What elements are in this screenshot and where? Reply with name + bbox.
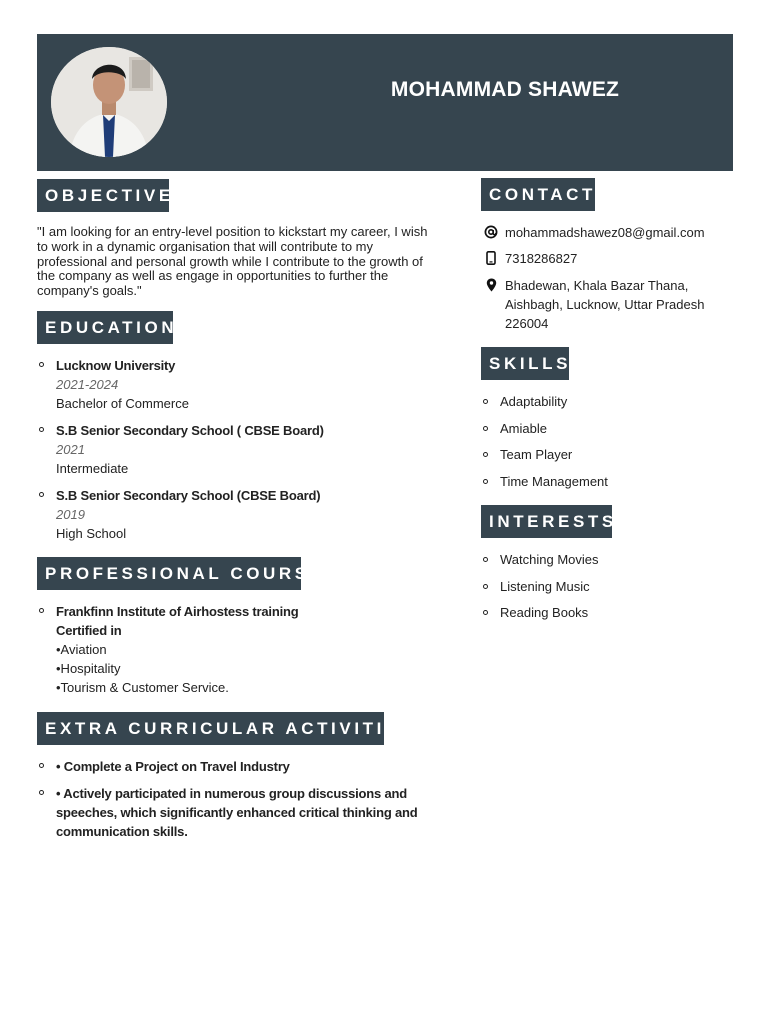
bullet-circle-icon xyxy=(39,492,44,497)
contact-address xyxy=(484,276,734,333)
list-item xyxy=(37,784,457,841)
objective-line: "I am looking for an entry-level position to kickstart my career, I wish xyxy=(37,224,428,239)
bullet-circle-icon xyxy=(39,608,44,613)
header-banner xyxy=(37,34,733,171)
course-subject: •Hospitality xyxy=(56,661,121,676)
education-years: 2021 xyxy=(56,442,85,457)
profile-photo xyxy=(51,47,167,157)
school-name: Lucknow University xyxy=(56,358,176,373)
bullet-circle-icon xyxy=(483,479,488,484)
skill-text: Adaptability xyxy=(500,394,568,409)
interest-text: Listening Music xyxy=(500,578,590,594)
extra-curricular-heading: EXTRA CURRICULAR ACTIVITIES xyxy=(37,712,384,745)
extra-curricular-list xyxy=(37,757,457,841)
objective-line: the company as well as engage in opportunities to further the xyxy=(37,268,389,284)
phone-icon xyxy=(484,251,498,267)
list-item xyxy=(37,356,457,421)
list-item xyxy=(37,486,457,551)
education-degree: High School xyxy=(56,526,127,541)
objective-heading: OBJECTIVE xyxy=(37,179,169,212)
list-item xyxy=(37,602,457,697)
at-icon xyxy=(484,225,498,241)
list-item xyxy=(481,605,731,632)
education-degree: Intermediate xyxy=(56,461,129,476)
interests-heading: INTERESTS xyxy=(481,505,612,538)
email-text: mohammadshawez08@gmail.com xyxy=(505,225,705,240)
location-pin-icon xyxy=(484,278,498,294)
list-item xyxy=(481,394,731,421)
bullet-circle-icon xyxy=(483,584,488,589)
contact-email[interactable] xyxy=(484,223,734,242)
activity-text: • Complete a Project on Travel Industry xyxy=(56,759,290,774)
course-certified-label: Certified in xyxy=(56,623,122,638)
skills-list xyxy=(481,394,731,500)
list-item xyxy=(481,447,731,474)
interest-text: Reading Books xyxy=(500,605,589,620)
address-line: Bhadewan, Khala Bazar Thana, xyxy=(505,278,689,293)
bullet-circle-icon xyxy=(39,362,44,367)
education-list xyxy=(37,356,457,551)
list-item xyxy=(481,552,731,579)
candidate-name: MOHAMMAD SHAWEZ xyxy=(390,78,620,101)
skills-heading: SKILLS xyxy=(481,347,569,380)
objective-line: company's goals." xyxy=(37,283,142,299)
address-line: 226004 xyxy=(505,316,549,331)
list-item xyxy=(481,421,731,448)
list-item xyxy=(37,421,457,486)
address-line: Aishbagh, Lucknow, Uttar Pradesh xyxy=(505,297,705,312)
objective-line: professional and personal growth while I contribute to the growth of xyxy=(37,253,423,269)
bullet-circle-icon xyxy=(483,557,488,562)
school-name: S.B Senior Secondary School (CBSE Board) xyxy=(56,488,321,503)
activity-text-line: • Actively participated in numerous group discussions and xyxy=(56,786,407,801)
list-item xyxy=(481,579,731,606)
skill-text: Team Player xyxy=(500,447,573,462)
bullet-circle-icon xyxy=(39,790,44,795)
education-years: 2019 xyxy=(56,507,85,522)
skill-text: Time Management xyxy=(500,473,608,489)
school-name: S.B Senior Secondary School ( CBSE Board) xyxy=(56,423,324,438)
course-subject: •Tourism & Customer Service. xyxy=(56,680,229,695)
bullet-circle-icon xyxy=(483,452,488,457)
education-years: 2021-2024 xyxy=(56,377,119,392)
activity-text-line: speeches, which significantly enhanced critical thinking and xyxy=(56,805,418,820)
objective-text xyxy=(37,225,457,299)
education-heading: EDUCATION xyxy=(37,311,173,344)
interests-list xyxy=(481,552,731,632)
bullet-circle-icon xyxy=(39,427,44,432)
bullet-circle-icon xyxy=(483,426,488,431)
course-institute: Frankfinn Institute of Airhostess training xyxy=(56,604,299,619)
bullet-circle-icon xyxy=(483,399,488,404)
avatar xyxy=(51,47,167,157)
activity-text-line: communication skills. xyxy=(56,824,188,839)
course-list xyxy=(37,602,457,697)
course-subject: •Aviation xyxy=(56,642,107,657)
skill-text: Amiable xyxy=(500,420,547,436)
education-degree: Bachelor of Commerce xyxy=(56,396,189,411)
interest-text: Watching Movies xyxy=(500,552,599,567)
objective-line: to work in a dynamic organisation that will contribute to my xyxy=(37,238,373,254)
professional-course-heading: PROFESSIONAL COURSE xyxy=(37,557,301,590)
list-item xyxy=(481,474,731,501)
phone-text: 7318286827 xyxy=(505,251,578,266)
bullet-circle-icon xyxy=(483,610,488,615)
list-item xyxy=(37,757,457,784)
contact-heading: CONTACT xyxy=(481,178,595,211)
contact-phone[interactable] xyxy=(484,249,734,268)
bullet-circle-icon xyxy=(39,763,44,768)
